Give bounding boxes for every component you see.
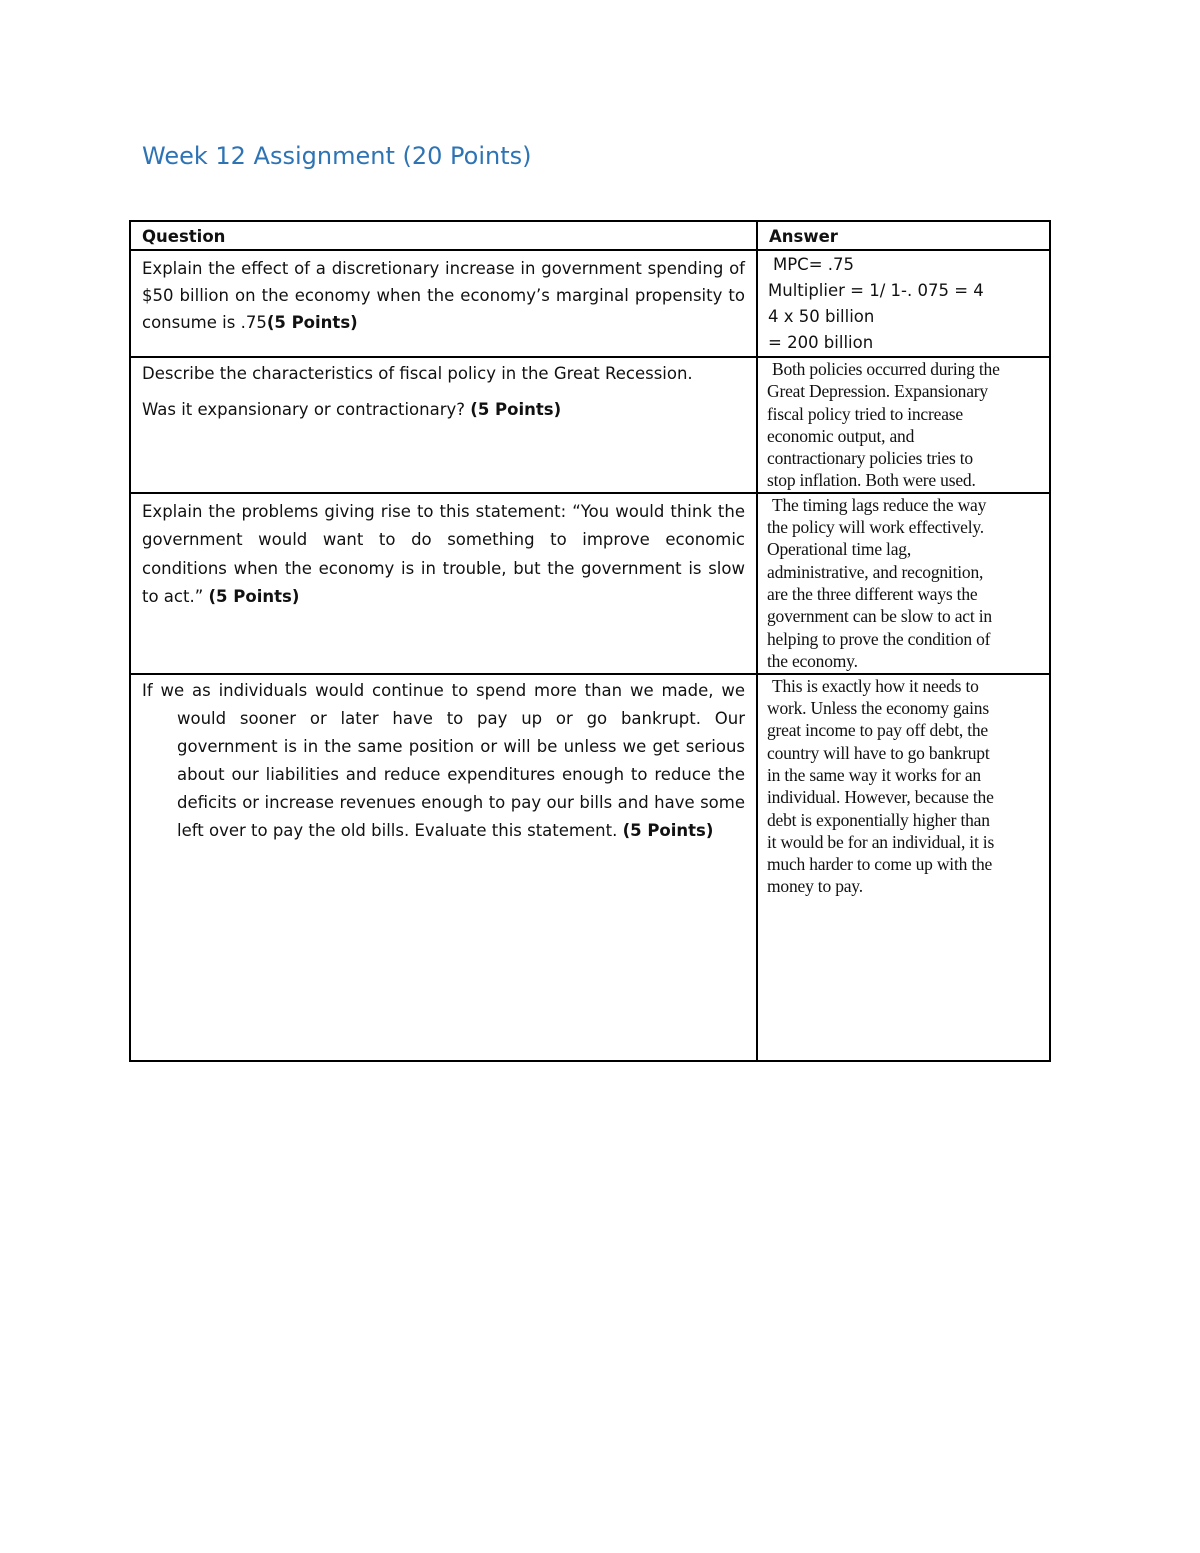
- answer-line: administrative, and recognition,: [767, 561, 984, 582]
- answer-line: This is exactly how it needs to: [772, 675, 979, 696]
- answer-text: [758, 675, 1049, 898]
- header-cell-question: [130, 221, 757, 250]
- answer-line: government can be slow to act in: [767, 606, 992, 627]
- answer-text: [758, 251, 1049, 356]
- answer-line: helping to prove the condition of: [767, 628, 991, 649]
- table-row: [130, 674, 1050, 1061]
- answer-line: work. Unless the economy gains: [767, 698, 989, 719]
- answer-line: fiscal policy tried to increase: [767, 403, 963, 424]
- table-row: [130, 493, 1050, 674]
- answer-cell: [757, 250, 1050, 357]
- answer-line: Multiplier = 1/ 1-. 075 = 4: [768, 281, 984, 300]
- answer-line: MPC= .75: [773, 255, 855, 274]
- answer-line: much harder to come up with the: [767, 854, 993, 875]
- points-label: (5 Points): [470, 400, 562, 419]
- question-text: Explain the problems giving rise to this statement: “You would think the government would want to do something to improve economic conditions when the economy is in trouble, but the government is slow to act.” (5 Points): [142, 501, 745, 607]
- answer-line: 4 x 50 billion: [768, 307, 875, 326]
- answer-line: contractionary policies tries to: [767, 448, 973, 469]
- answer-line: Operational time lag,: [767, 539, 912, 560]
- answer-cell: [757, 493, 1050, 674]
- answer-line: country will have to go bankrupt: [767, 742, 990, 763]
- table-row: [130, 357, 1050, 493]
- header-cell-answer: [757, 221, 1050, 250]
- assignment-table: [129, 220, 1051, 1062]
- header-answer: Answer: [769, 227, 838, 246]
- answer-line: The timing lags reduce the way: [772, 494, 987, 515]
- answer-cell: [757, 357, 1050, 493]
- question-text: Explain the effect of a discretionary increase in government spending of $50 billion on the economy when the economy’s marginal propensity to consume is .75(5 Points): [142, 259, 745, 332]
- question-text: If we as individuals would continue to spend more than we made, we would sooner or later have to pay up or go bankrupt. Our government is in the same position or will be unless we get serious about our liabilities and reduce expenditures enough to reduce the deficits or increase revenues enough to pay our bills and have some left over to pay the old bills. Evaluate this statement. (5 Points): [142, 680, 745, 840]
- answer-text: [758, 494, 1049, 672]
- answer-line: Great Depression. Expansionary: [767, 381, 988, 402]
- answer-line: stop inflation. Both were used.: [767, 470, 976, 491]
- answer-line: great income to pay off debt, the: [767, 720, 988, 741]
- table-row: [130, 250, 1050, 357]
- question-cell: [130, 674, 757, 1061]
- answer-line: economic output, and: [767, 425, 915, 446]
- answer-text: [758, 358, 1049, 492]
- page-title: Week 12 Assignment (20 Points): [142, 142, 532, 170]
- answer-line: the economy.: [767, 650, 858, 671]
- answer-line: debt is exponentially higher than: [767, 809, 990, 830]
- points-label: (5 Points): [208, 587, 300, 607]
- answer-line: individual. However, because the: [767, 787, 994, 808]
- table-header-row: [130, 221, 1050, 250]
- points-label: (5 Points): [266, 313, 358, 332]
- answer-line: Both policies occurred during the: [772, 359, 1000, 379]
- answer-line: it would be for an individual, it is: [767, 831, 995, 852]
- answer-line: money to pay.: [767, 876, 863, 897]
- question-cell: [130, 357, 757, 493]
- question-text: Describe the characteristics of fiscal policy in the Great Recession. Was it expansionary or contractionary? (5 Points): [142, 364, 693, 419]
- answer-line: the policy will work effectively.: [767, 517, 984, 538]
- question-cell: [130, 250, 757, 357]
- answer-line: = 200 billion: [768, 333, 874, 352]
- question-cell: [130, 493, 757, 674]
- points-label: (5 Points): [622, 820, 714, 840]
- answer-cell: [757, 674, 1050, 1061]
- answer-line: in the same way it works for an: [767, 764, 981, 785]
- header-question: Question: [142, 227, 226, 246]
- answer-line: are the three different ways the: [767, 583, 978, 604]
